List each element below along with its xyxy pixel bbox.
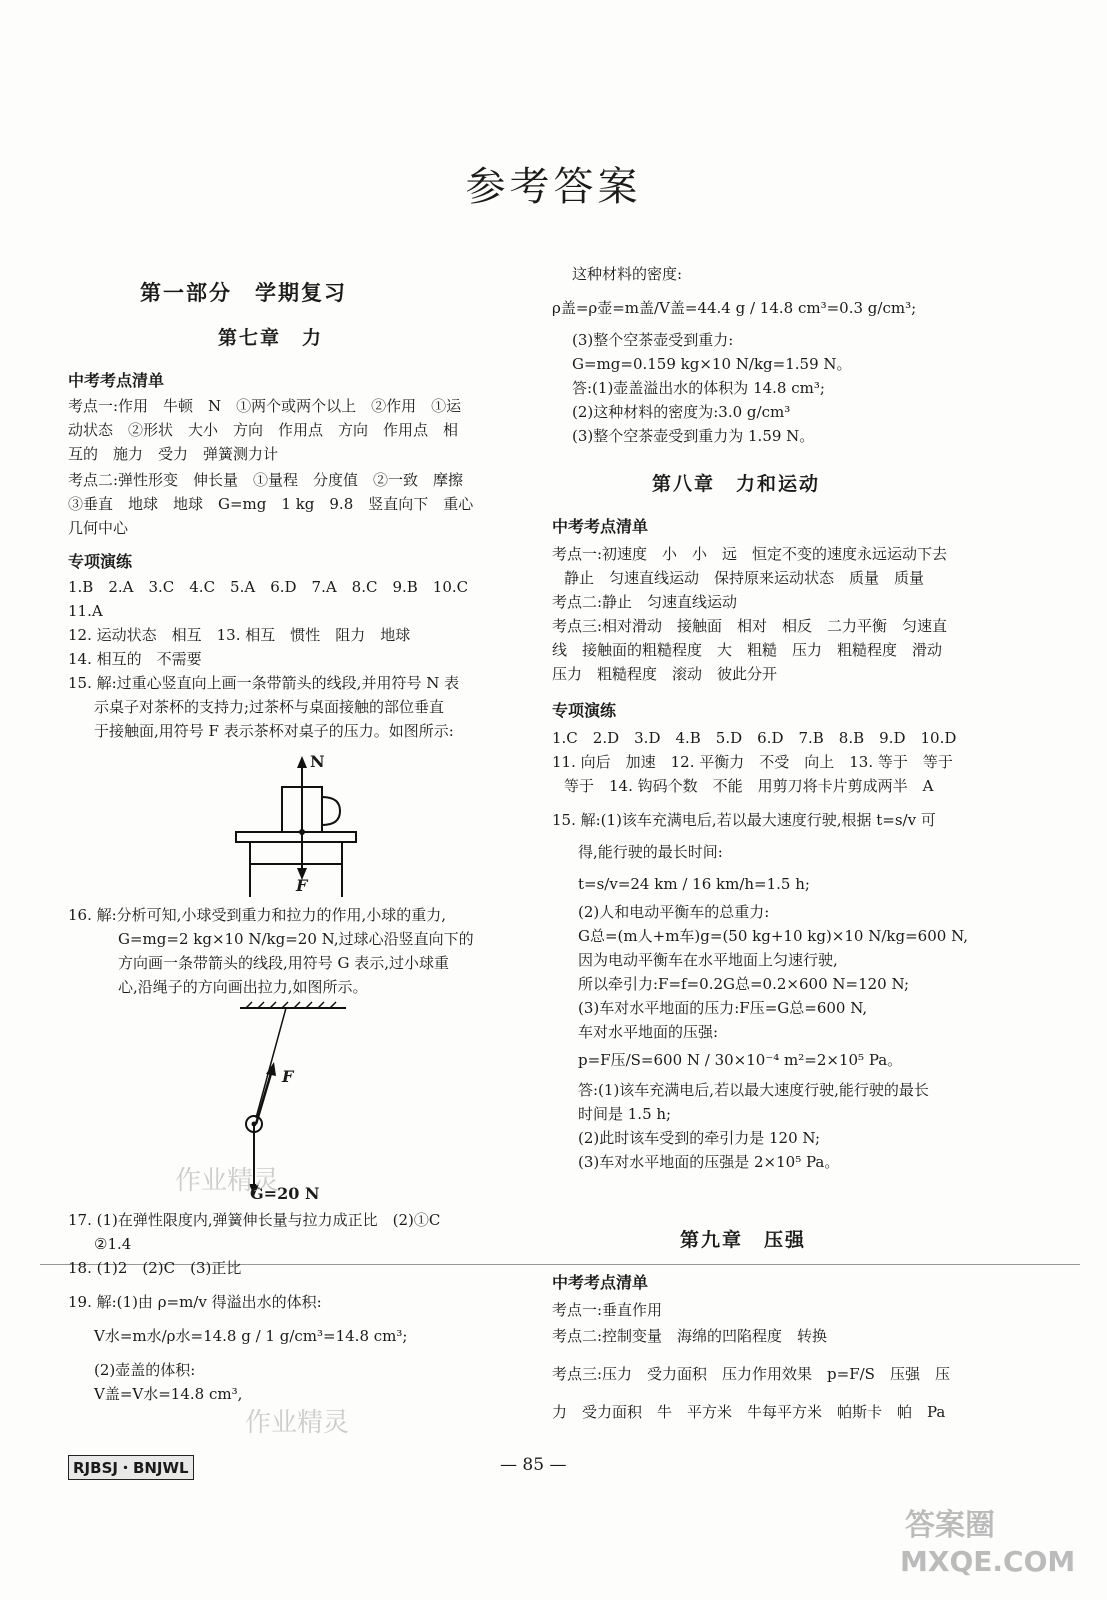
text-line: 考点一:垂直作用: [552, 1301, 663, 1319]
q17-answer: [68, 1208, 440, 1256]
text-line: (2)壶盖的体积:: [94, 1361, 196, 1379]
text-line: 11. 向后 加速 12. 平衡力 不受 向上 13. 等于 等于: [552, 753, 953, 771]
text-line: 14. 相互的 不需要: [68, 650, 202, 668]
text-line: (2)此时该车受到的牵引力是 120 N;: [578, 1129, 821, 1147]
chapter7-heading: 第七章 力: [218, 327, 324, 349]
part-heading: 第一部分 学期复习: [140, 280, 347, 305]
text-line: 答:(1)壶盖溢出水的体积为 14.8 cm³;: [572, 379, 825, 397]
text-line: (2)这种材料的密度为:3.0 g/cm³: [572, 403, 791, 421]
text-line: 15. 解:(1)该车充满电后,若以最大速度行驶,根据 t=s/v 可: [552, 811, 936, 829]
text-line: 1.B 2.A 3.C 4.C 5.A 6.D 7.A 8.C 9.B 10.C: [68, 578, 469, 596]
chapter8-heading: 第八章 力和运动: [652, 473, 821, 495]
text-line: t=s/v=24 km / 16 km/h=1.5 h;: [578, 875, 810, 893]
watermark-text: 作业精灵: [245, 1408, 350, 1438]
pressure-force-label: F: [296, 876, 308, 895]
text-line: (3)整个空茶壶受到重力:: [572, 331, 734, 349]
ch7-keypoint2: [68, 468, 473, 540]
normal-force-label: N: [310, 752, 325, 771]
text-line: 压力 粗糙程度 滚动 彼此分开: [552, 665, 778, 683]
text-line: 考点二:控制变量 海绵的凹陷程度 转换: [552, 1327, 828, 1345]
q19-answer: [68, 1290, 407, 1406]
text-line: 于接触面,用符号 F 表示茶杯对桌子的压力。如图所示:: [94, 722, 454, 740]
text-line: G=mg=2 kg×10 N/kg=20 N,过球心沿竖直向下的: [118, 930, 474, 948]
ch7-practice-answers: [68, 575, 468, 743]
text-line: 示桌子对茶杯的支持力;过茶杯与桌面接触的部位垂直: [94, 698, 445, 716]
tension-label: F: [282, 1067, 294, 1086]
text-line: 得,能行驶的最长时间:: [578, 843, 723, 861]
ch7-section-practice: 专项演练: [68, 552, 133, 571]
q19-continued: [552, 262, 916, 448]
ch8-keypoints: [552, 542, 947, 686]
gravity-label: G=20 N: [250, 1184, 320, 1203]
text-line: (2)人和电动平衡车的总重力:: [578, 903, 770, 921]
text-line: (3)整个空茶壶受到重力为 1.59 N。: [572, 427, 815, 445]
text-line: p=F压/S=600 N / 30×10⁻⁴ m²=2×10⁵ Pa。: [578, 1051, 903, 1069]
text-line: ③垂直 地球 地球 G=mg 1 kg 9.8 竖直向下 重心: [68, 495, 474, 513]
text-line: 等于 14. 钩码个数 不能 用剪刀将卡片剪成两半 A: [564, 777, 934, 795]
text-line: 15. 解:过重心竖直向上画一条带箭头的线段,并用符号 N 表: [68, 674, 460, 692]
text-line: 考点一:初速度 小 小 远 恒定不变的速度永远运动下去: [552, 545, 948, 563]
text-line: 12. 运动状态 相互 13. 相互 惯性 阻力 地球: [68, 626, 411, 644]
text-line: V盖=V水=14.8 cm³,: [94, 1385, 243, 1403]
text-line: 车对水平地面的压强:: [578, 1023, 719, 1041]
book-code: RJBSJ・BNJWL: [68, 1455, 194, 1480]
text-line: 几何中心: [68, 519, 129, 537]
watermark-url: MXQE.COM: [900, 1545, 1076, 1578]
text-line: 互的 施力 受力 弹簧测力计: [68, 445, 279, 463]
text-line: 静止 匀速直线运动 保持原来运动状态 质量 质量: [564, 569, 925, 587]
text-line: 因为电动平衡车在水平地面上匀速行驶,: [578, 951, 838, 969]
text-line: 16. 解:分析可知,小球受到重力和拉力的作用,小球的重力,: [68, 906, 446, 924]
ch9-section-checklist: 中考考点清单: [552, 1273, 649, 1292]
page-title: 参考答案: [465, 164, 642, 210]
text-line: ρ盖=ρ壶=m盖/V盖=44.4 g / 14.8 cm³=0.3 g/cm³;: [552, 299, 917, 317]
text-line: 17. (1)在弹性限度内,弹簧伸长量与拉力成正比 (2)①C: [68, 1211, 441, 1229]
ch8-section-checklist: 中考考点清单: [552, 517, 649, 536]
page-number: — 85 —: [500, 1455, 567, 1475]
text-line: G总=(m人+m车)g=(50 kg+10 kg)×10 N/kg=600 N,: [578, 927, 969, 945]
text-line: 答:(1)该车充满电后,若以最大速度行驶,能行驶的最长: [578, 1081, 929, 1099]
text-line: 考点一:作用 牛顿 N ①两个或两个以上 ②作用 ①运: [68, 397, 462, 415]
ch7-keypoint1: [68, 394, 461, 466]
watermark-logo: 答案圈: [905, 1508, 995, 1543]
text-line: (3)车对水平地面的压力:F压=G总=600 N,: [578, 999, 868, 1017]
text-line: V水=m水/ρ水=14.8 g / 1 g/cm³=14.8 cm³;: [94, 1327, 408, 1345]
text-line: ②1.4: [94, 1235, 132, 1253]
text-line: 考点二:静止 匀速直线运动: [552, 593, 738, 611]
text-line: 所以牵引力:F=f=0.2G总=0.2×600 N=120 N;: [578, 975, 910, 993]
text-line: 11.A: [68, 602, 103, 620]
ch8-section-practice: 专项演练: [552, 701, 617, 720]
ch9-keypoints: [552, 1298, 950, 1424]
text-line: 这种材料的密度:: [572, 265, 683, 283]
ch7-section-checklist: 中考考点清单: [68, 371, 165, 390]
text-line: G=mg=0.159 kg×10 N/kg=1.59 N。: [572, 355, 852, 373]
text-line: (3)车对水平地面的压强是 2×10⁵ Pa。: [578, 1153, 840, 1171]
text-line: 时间是 1.5 h;: [578, 1105, 672, 1123]
chapter9-heading: 第九章 压强: [680, 1229, 807, 1251]
text-line: 考点三:相对滑动 接触面 相对 相反 二力平衡 匀速直: [552, 617, 948, 635]
watermark-text: 作业精灵: [175, 1166, 280, 1196]
text-line: 动状态 ②形状 大小 方向 作用点 方向 作用点 相: [68, 421, 459, 439]
q18-answer: 18. (1)2 (2)C (3)正比: [68, 1259, 242, 1277]
text-line: 方向画一条带箭头的线段,用符号 G 表示,过小球重: [118, 954, 450, 972]
text-line: 线 接触面的粗糙程度 大 粗糙 压力 粗糙程度 滑动: [552, 641, 943, 659]
text-line: 考点二:弹性形变 伸长量 ①量程 分度值 ②一致 摩擦: [68, 471, 464, 489]
text-line: 1.C 2.D 3.D 4.B 5.D 6.D 7.B 8.B 9.D 10.D: [552, 729, 957, 747]
ch8-practice-answers: [552, 726, 968, 1174]
text-line: 19. 解:(1)由 ρ=m/v 得溢出水的体积:: [68, 1293, 322, 1311]
text-line: 力 受力面积 牛 平方米 牛每平方米 帕斯卡 帕 Pa: [552, 1403, 946, 1421]
text-line: 考点三:压力 受力面积 压力作用效果 p=F/S 压强 压: [552, 1365, 950, 1383]
text-line: 心,沿绳子的方向画出拉力,如图所示。: [118, 978, 368, 996]
q16-answer: [68, 903, 474, 999]
